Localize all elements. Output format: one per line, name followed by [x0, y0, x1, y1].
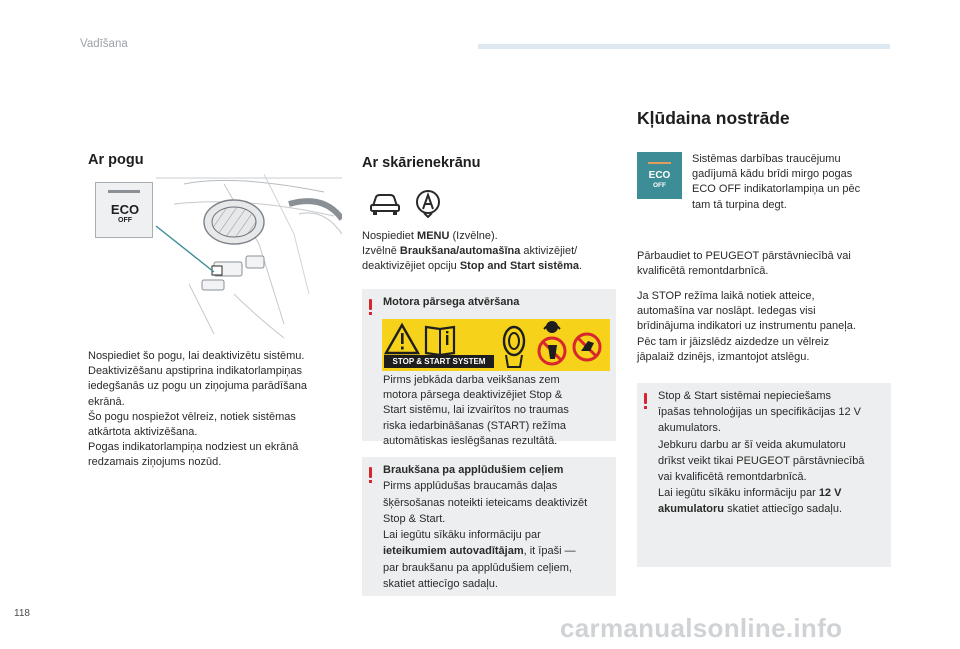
stop-failure-text: Ja STOP režīma laikā notiek atteice, automašīna var noslāpt. Iedegas visi brīdinājuma indikatori uz instrumentu paneļa. Pēc tam ir jāizslēdz aizdedze un vēlreiz jāpalaiž dzinējs, izmantojot atslēgu.	[637, 290, 856, 363]
warning-exclamation-icon	[369, 299, 373, 315]
hood-warning-title: Motora pārsega atvēršana	[383, 296, 520, 308]
col1-title: Ar pogu	[88, 152, 144, 168]
col2-intro: Nospiediet MENU (Izvēlne). Izvēlnē Braukšana/automašīna aktivizējiet/ deaktivizējiet opciju Stop and Start sistēma.	[362, 230, 583, 273]
col2-title: Ar skārienekrānu	[362, 155, 481, 171]
hood-warning-body: Pirms jebkāda darba veikšanas zem motora pārsega deaktivizējiet Stop & Start sistēmu, lai izvairītos no traumas riska iedarbināšanas (START) režīma automātiskas ieslēgšanas rezultātā.	[383, 374, 569, 447]
malfunction-indicator-text: Sistēmas darbības traucējumu gadījumā kādu brīdi mirgo pogas ECO OFF indikatorlampiņa un pēc tam tā turpina degt.	[692, 153, 861, 211]
eco-off-indicator-icon: ECO OFF	[637, 152, 682, 199]
battery-warning-box	[637, 383, 891, 567]
header-bar	[478, 44, 890, 49]
off-label: OFF	[118, 217, 132, 224]
page-number: 118	[14, 608, 30, 619]
battery-warning-text: Stop & Start sistēmai nepieciešams īpašas tehnoloģijas un specifikācijas 12 V akumulators. Jebkuru darbu ar šī veida akumulatoru drīkst veikt tikai PEUGEOT pārstāvniecībā vai kvalificētā remontdarbnīcā. Lai iegūtu sīkāku informāciju par 12 V akumulatoru skatiet attiecīgo sadaļu.	[658, 390, 865, 516]
car-icon	[368, 190, 402, 216]
watermark: carmanualsonline.info	[560, 613, 843, 643]
flooded-roads-text: Braukšana pa applūdušiem ceļiem Pirms applūdušas braucamās daļas šķērsošanas noteikti ieteicams deaktivizēt Stop & Start. Lai iegūtu sīkāku informāciju par ieteikumiem autovadītājam, it īpaši — par braukšanu pa applūdušiem ceļiem, skatiet attiecīgo sadaļu.	[383, 462, 611, 592]
flooded-roads-title: Braukšana pa applūdušiem ceļiem	[383, 464, 564, 476]
hood-warning-box	[362, 289, 616, 447]
dealer-check-text: Pārbaudiet to PEUGEOT pārstāvniecībā vai kvalificētā remontdarbnīcā.	[637, 250, 851, 278]
stop-start-sign-label: STOP & START SYSTEM	[384, 355, 494, 368]
stop-start-warning-sign	[382, 319, 610, 371]
col3-title: Kļūdaina nostrāde	[637, 108, 790, 128]
section-header: Vadīšana	[80, 38, 128, 50]
warning-exclamation-icon	[369, 467, 373, 483]
warning-exclamation-icon	[644, 393, 648, 409]
flooded-roads-warning-box	[362, 457, 616, 596]
col1-body: Nospiediet šo pogu, lai deaktivizētu sistēmu. Deaktivizēšanu apstiprina indikatorlampiņas iedegšanās uz pogu un ziņojuma parādīšana ekrānā. Šo pogu nospiežot vēlreiz, notiek sistēmas atkārtota aktivizēšana. Pogas indikatorlampiņa nodziest un ekrānā redzamais ziņojums nozūd.	[88, 350, 307, 469]
eco-off-button-closeup	[95, 182, 153, 238]
eco-label: ECO	[110, 202, 140, 217]
driving-assist-icon	[414, 188, 442, 218]
